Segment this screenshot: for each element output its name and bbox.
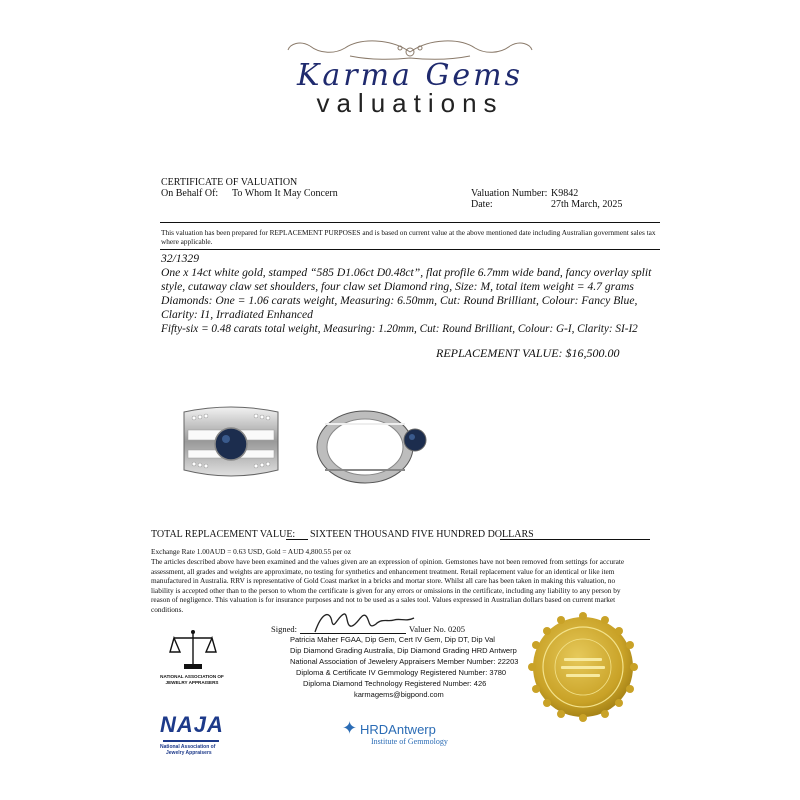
email: karmagems@bigpond.com <box>354 690 444 699</box>
naja-logo: NAJA <box>160 712 224 737</box>
purpose-note: This valuation has been prepared for REPLACEMENT PURPOSES and is based on current value at the above mentioned date including Australian government sales tax where applicable. <box>161 228 656 247</box>
valuer-number: Valuer No. 0205 <box>409 624 465 634</box>
item-description-line: style, cutaway claw set shoulders, four claw set Diamond ring, Size: M, total item weight = 4.7 grams <box>161 280 634 293</box>
ring-photo-front <box>176 400 286 490</box>
logo-subtitle: valuations <box>316 88 504 118</box>
item-description-line: Fifty-six = 0.48 carats total weight, Measuring: 1.20mm, Cut: Round Brilliant, Colour: G-I, Clarity: SI-I2 <box>161 323 638 335</box>
divider <box>160 249 660 250</box>
date-label: Date: <box>471 199 493 210</box>
naja-subtitle: National Association of <box>160 744 216 750</box>
certificate-title: CERTIFICATE OF VALUATION <box>161 177 298 188</box>
credential-line: Dip Diamond Grading Australia, Dip Diamond Grading HRD Antwerp <box>290 646 517 655</box>
credential-line: Patricia Maher FGAA, Dip Gem, Cert IV Gem, Dip DT, Dip Val <box>290 635 495 644</box>
valuation-number: K9842 <box>551 188 579 199</box>
terms-line: conditions. <box>151 604 184 614</box>
terms-line: The articles described above have been examined and the values given are an expression of opinion. Gemstones have not been removed from settings for accurate <box>151 557 625 566</box>
behalf-label: On Behalf Of: <box>161 188 219 199</box>
valuation-number-label: Valuation Number: <box>471 188 548 199</box>
terms-line: assessment, all grades and weights are approximate, no testing for synthetics and enhancement treatment. Retail replacement value for an identical or like item <box>151 566 615 576</box>
replacement-value: REPLACEMENT VALUE: $16,500.00 <box>436 346 620 360</box>
divider <box>160 222 660 223</box>
exchange-rate: Exchange Rate 1.00AUD = 0.63 USD, Gold = AUD 4,800.55 per oz <box>151 547 351 556</box>
naja-emblem-label: NATIONAL ASSOCIATION OF JEWELRY APPRAISERS <box>160 674 224 685</box>
naja-underline <box>163 740 219 742</box>
signature <box>310 608 420 638</box>
hrd-logo-title: HRDAntwerp <box>360 722 436 737</box>
credential-line: Diploma & Certificate IV Gemmology Registered Number: 3780 <box>296 668 507 677</box>
terms-line: liability is accepted other than to the person to whom the certificate is given for any errors or omissions in the certificate, including any liability to any person by <box>151 585 621 595</box>
signed-label: Signed: <box>271 624 297 634</box>
item-description-line: One x 14ct white gold, stamped “585 D1.06ct D0.48ct”, flat profile 6.7mm wide band, fancy overlay split <box>161 266 652 279</box>
hrd-logo-subtitle: Institute of Gemmology <box>371 737 448 746</box>
ring-photo-side <box>310 402 440 492</box>
gold-seal-icon <box>528 612 638 722</box>
scales-icon <box>168 628 218 672</box>
total-line-blank <box>286 539 308 540</box>
star-icon: ✦ <box>342 718 358 738</box>
credential-line: National Association of Jewelery Appraisers Member Number: 22203 <box>290 657 519 666</box>
date-value: 27th March, 2025 <box>551 199 623 210</box>
behalf-value: To Whom It May Concern <box>232 188 338 199</box>
total-label: TOTAL REPLACEMENT VALUE: <box>151 529 296 540</box>
terms-line: reason of negligence. This valuation is for insurance purposes and not to be used as a sales tool. Values expressed in Australian dollars based on current market <box>151 595 616 604</box>
item-reference: 32/1329 <box>161 252 200 265</box>
item-description-line: Clarity: I1, Irradiated Enhanced <box>161 308 313 321</box>
item-description-line: Diamonds: One = 1.06 carats weight, Measuring: 6.50mm, Cut: Round Brilliant, Colour: Fancy Blue, <box>161 294 638 307</box>
total-line-blank <box>500 539 650 540</box>
credential-line: Diploma Diamond Technology Registered Number: 426 <box>303 679 487 688</box>
naja-subtitle: Jewelry Appraisers <box>166 750 212 756</box>
terms-line: manufactured in Australia. RRV is representative of Gold Coast market in a bricks and mortar store. Whilst all care has been taken in making this valuation, no <box>151 576 616 585</box>
logo-title: Karma Gems <box>296 58 524 93</box>
total-value: SIXTEEN THOUSAND FIVE HUNDRED DOLLARS <box>310 529 534 540</box>
